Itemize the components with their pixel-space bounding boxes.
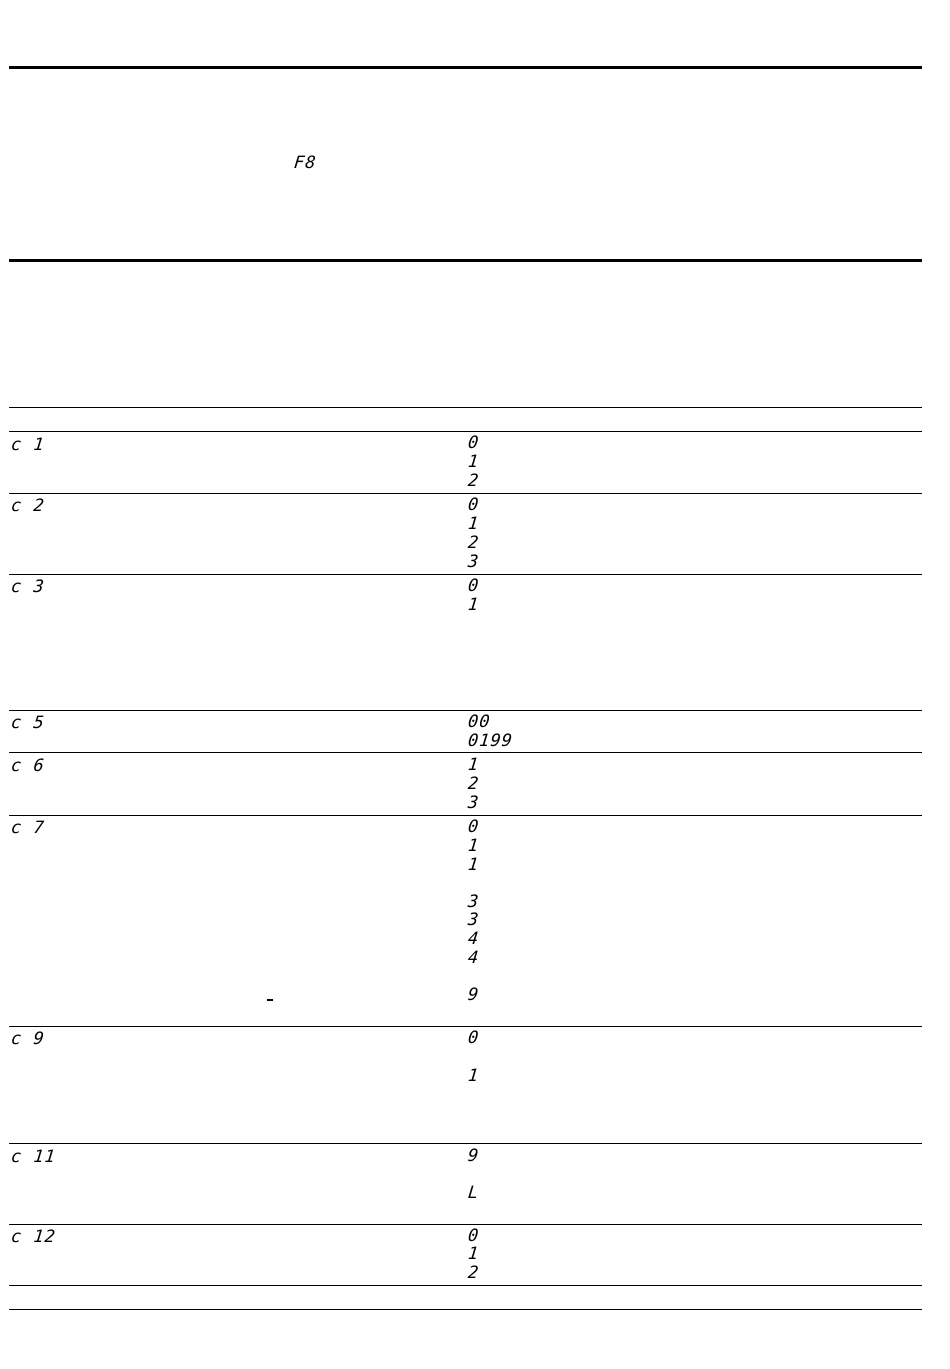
row-code: c 6: [9, 756, 46, 776]
row-value: 0: [466, 433, 481, 453]
row-value: 1: [466, 855, 481, 875]
row-value: 00: [466, 712, 492, 732]
table-bottom-rule: [9, 1309, 922, 1310]
row-code: c 9: [9, 1029, 46, 1049]
row-value: 1: [466, 836, 481, 856]
row-value: 0: [466, 495, 481, 515]
table-top-rule: [9, 407, 922, 408]
row-divider: [9, 493, 922, 494]
display-code-f8: F8: [292, 153, 318, 173]
row-value: 0: [466, 576, 481, 596]
row-value: 1: [466, 1066, 481, 1086]
row-value: 4: [466, 948, 481, 968]
row-code: c 1: [9, 435, 46, 455]
row-value: 4: [466, 929, 481, 949]
row-code: c 12: [9, 1227, 58, 1247]
row-value: 1: [466, 514, 481, 534]
row-divider: [9, 1285, 922, 1286]
row-value: 9: [466, 985, 481, 1005]
row-value: 0: [466, 1226, 481, 1246]
row-value: 0: [466, 1028, 481, 1048]
row-value: 3: [466, 910, 481, 930]
row-value: 2: [466, 533, 481, 553]
row-value: L: [466, 1183, 481, 1203]
row-value: 0: [466, 817, 481, 837]
row-code: c 7: [9, 818, 46, 838]
row-value: 9: [466, 1146, 481, 1166]
header-bottom-rule: [9, 259, 922, 262]
row-code: c 11: [9, 1147, 58, 1167]
table-header-rule: [9, 431, 922, 432]
row-divider: [9, 815, 922, 816]
row-code: c 5: [9, 713, 46, 733]
row-value: 2: [466, 1263, 481, 1283]
row-divider: [9, 752, 922, 753]
row-value: 0199: [466, 731, 515, 751]
row-divider: [9, 1143, 922, 1144]
row-code: c 2: [9, 496, 46, 516]
row-divider: [9, 1224, 922, 1225]
row-code: c 3: [9, 577, 46, 597]
row-value: 2: [466, 471, 481, 491]
row-divider: [9, 574, 922, 575]
row-divider: [9, 1026, 922, 1027]
row-value: 2: [466, 774, 481, 794]
row-value: 3: [466, 793, 481, 813]
minus-segment-icon: [267, 999, 273, 1001]
row-value: 1: [466, 755, 481, 775]
row-value: 3: [466, 552, 481, 572]
row-value: 1: [466, 1244, 481, 1264]
row-divider: [9, 710, 922, 711]
row-value: 1: [466, 595, 481, 615]
row-value: 3: [466, 892, 481, 912]
row-value: 1: [466, 452, 481, 472]
top-rule: [9, 66, 922, 69]
